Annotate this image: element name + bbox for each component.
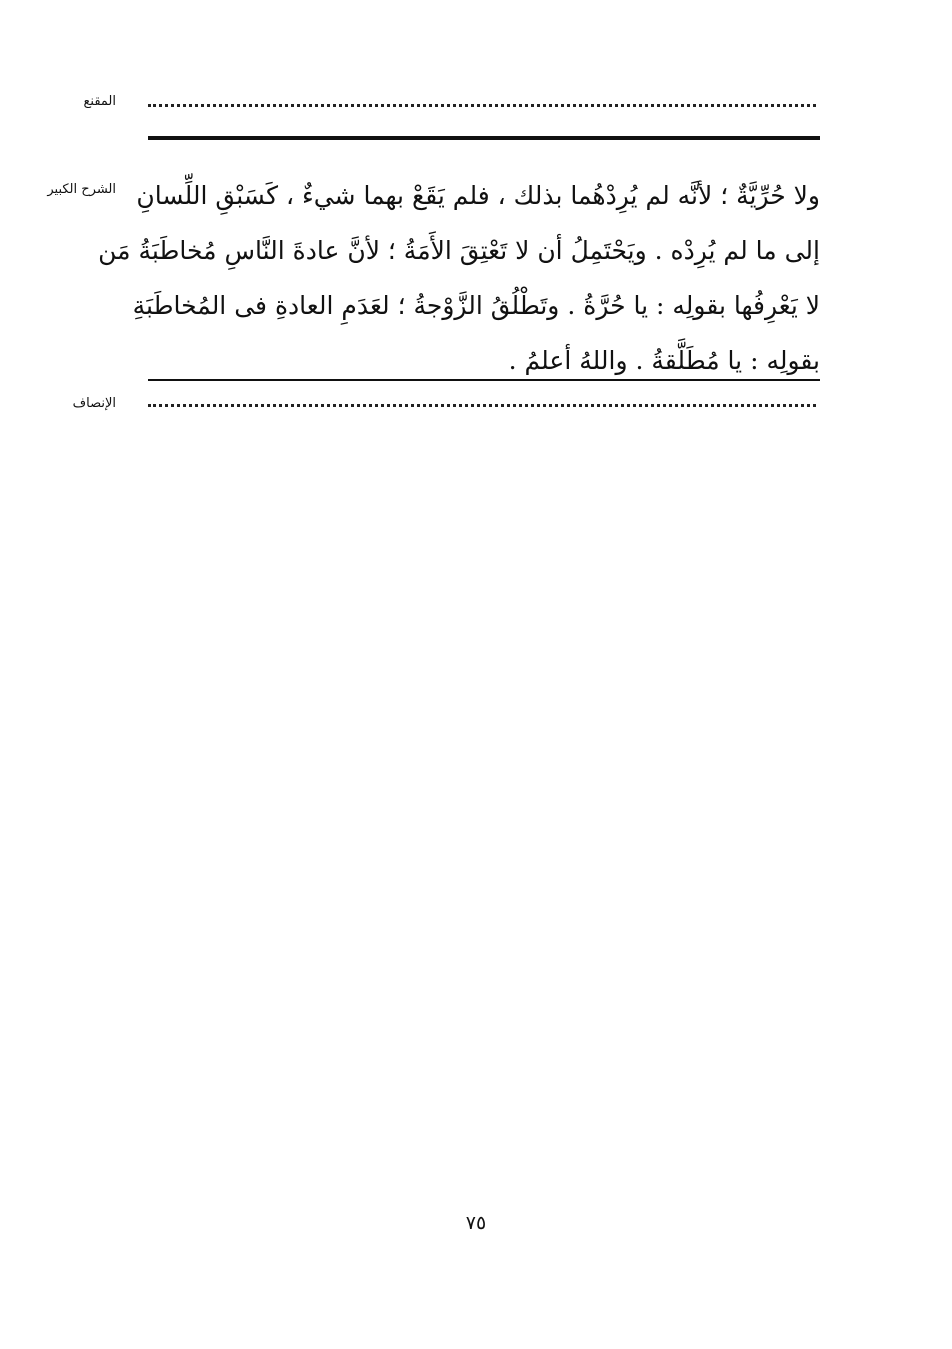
page-number: ٧٥ [465, 1212, 487, 1234]
thick-separator-rule [148, 136, 820, 140]
muqni-section-label: المقنع [83, 94, 116, 109]
body-line: إلى ما لم يُرِدْه . ويَحْتَمِلُ أن لا تَعْتِقَ الأَمَةُ ؛ لأنَّ عادةَ النَّاسِ مُخاطَبَةُ مَن [98, 236, 820, 265]
insaf-dotted-line [148, 404, 816, 407]
sharh-section-label: الشرح الكبير [47, 182, 116, 197]
muqni-dotted-line [148, 104, 816, 107]
body-line: بقولِه : يا مُطَلَّقةُ . واللهُ أعلمُ . [508, 346, 820, 375]
body-line: لا يَعْرِفُها بقولِه : يا حُرَّةُ . وتَطْلُقُ الزَّوْجةُ ؛ لعَدَمِ العادةِ فى المُخاطَبَةِ [132, 291, 820, 320]
body-line: ولا حُرِّيَّةٌ ؛ لأنَّه لم يُرِدْهُما بذلك ، فلم يَقَعْ بهما شيءٌ ، كَسَبْقِ اللِّسانِ [136, 181, 820, 210]
sharh-body-text [98, 168, 820, 388]
thin-separator-rule [148, 379, 820, 381]
insaf-section-label: الإنصاف [72, 396, 116, 411]
